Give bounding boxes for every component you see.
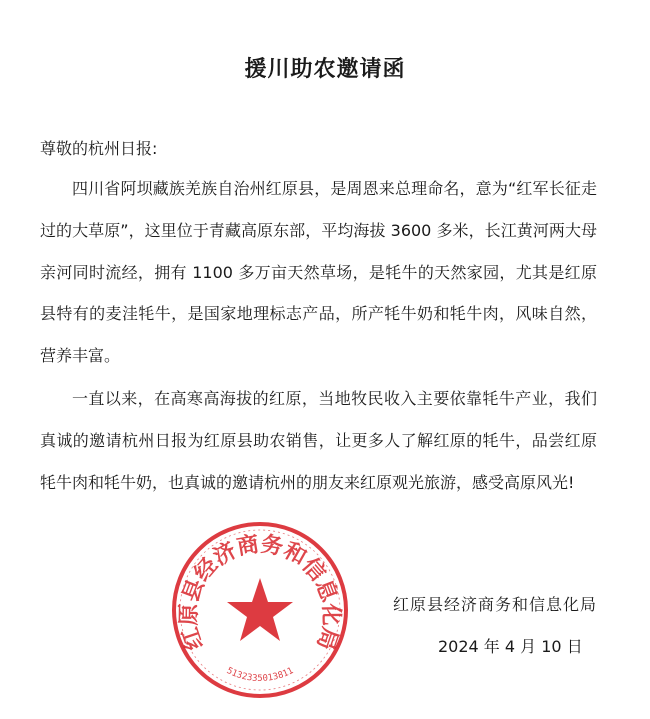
signature-organization: 红原县经济商务和信息化局 bbox=[392, 595, 597, 614]
letter-title: 援川助农邀请函 bbox=[244, 57, 406, 82]
paragraph-2: 一直以来，在高寒高海拔的红原，当地牧民收入主要依靠牦牛产业，我们真诚的邀请杭州日报为红原县助农销售，让更多人了解红原的牦牛，品尝红原牦牛肉和牦牛奶，也真诚的邀请杭州的朋友来红原观光旅游，感受高原风光! bbox=[40, 389, 597, 492]
official-seal bbox=[170, 520, 350, 700]
salutation: 尊敬的杭州日报: bbox=[40, 139, 158, 158]
seal-text: 红原县经济商务和信息化局 bbox=[176, 532, 344, 653]
seal-code: 5132335013811 bbox=[224, 666, 296, 685]
star-icon bbox=[227, 578, 293, 641]
signature-date: 2024 年 4 月 10 日 bbox=[438, 637, 583, 656]
paragraph-1: 四川省阿坝藏族羌族自治州红原县，是周恩来总理命名，意为“红军长征走过的大草原”，这里位于青藏高原东部，平均海拔 3600 多米，长江黄河两大母亲河同时流经，拥有 1100 多万亩天然草场，是牦牛的天然家园，尤其是红原县特有的麦洼牦牛，是国家地理标志产品，所产牦牛奶和牦牛肉，风味自然，营养丰富。 bbox=[40, 179, 597, 366]
